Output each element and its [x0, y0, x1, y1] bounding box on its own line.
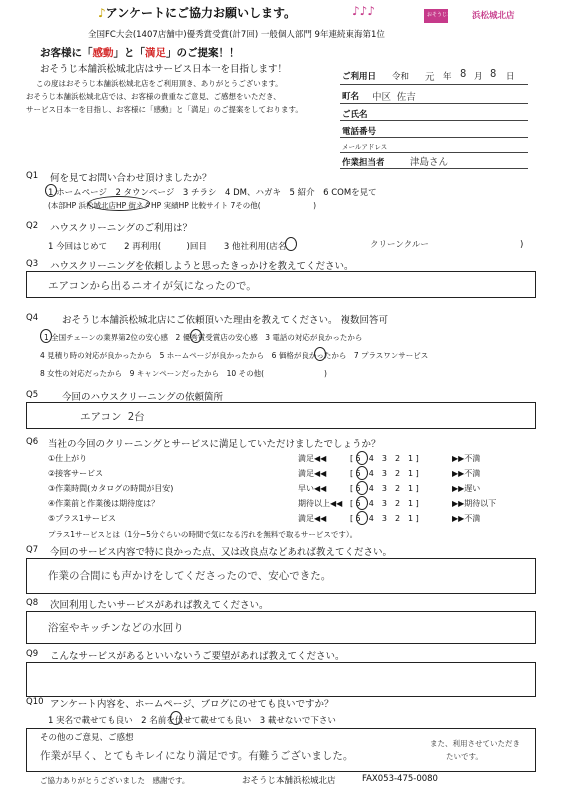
- q6-row-right: ▶▶期待以下: [452, 499, 497, 508]
- staff-label: 作業担当者: [342, 158, 385, 168]
- q6-question: 当社の今回のクリーニングとサービスに満足していただけましたでしょうか？: [48, 439, 381, 450]
- era: 令和: [392, 72, 410, 82]
- name-underline: [340, 120, 528, 121]
- phone-label: 電話番号: [342, 127, 377, 137]
- q6-row-left: 期待以上◀◀: [298, 499, 343, 508]
- q6-row-right: ▶▶遅い: [452, 484, 481, 493]
- q9-number: Q9: [26, 649, 39, 659]
- q4-answer-circle-2: [190, 329, 202, 343]
- q6-row-left: 満足◀◀: [298, 469, 327, 478]
- q6-row-label: ③作業時間(カタログの時間が目安): [48, 484, 174, 493]
- music-notes: ♪♪♪: [352, 4, 375, 18]
- phone-underline: [340, 137, 528, 138]
- town-value: 中区 佐吉: [372, 92, 416, 103]
- footer-fax: FAX053-475-0080: [362, 774, 438, 784]
- q8-number: Q8: [26, 598, 39, 608]
- q5-answer: エアコン 2台: [80, 411, 145, 423]
- q6-row-label: ④作業前と作業後は期待度は？: [48, 499, 160, 508]
- q3-answer: エアコンから出るニオイが気になったので。: [48, 280, 257, 292]
- q6-number: Q6: [26, 437, 39, 447]
- q6-row-scale: [ 5 4 3 2 1 ]: [350, 514, 419, 523]
- year-unit: 年: [443, 72, 452, 82]
- other-side-note-2: たいです。: [446, 752, 483, 761]
- q10-number: Q10: [26, 697, 44, 707]
- footer-store: おそうじ本舗浜松城北店: [242, 776, 336, 786]
- q3-question: ハウスクリーニングを依頼しようと思ったきっかけを教えてください。: [50, 261, 354, 272]
- q2-number: Q2: [26, 221, 39, 231]
- q5-number: Q5: [26, 390, 39, 400]
- q2-question: ハウスクリーニングのご利用は？: [50, 223, 193, 234]
- q3-number: Q3: [26, 259, 39, 269]
- intro-line-3: サービス日本一を目指し、お客様に「感動」と「満足」のご提案をしております。: [26, 105, 303, 114]
- name-label: ご氏名: [342, 110, 368, 120]
- q6-row-right: ▶▶不満: [452, 454, 481, 463]
- q4-options-line-2: 4 見積り時の対応が良かったから 5 ホームページが良かったから 6 価格が良かったから 7 プラスワンサービス: [40, 351, 429, 360]
- q4-options-line-1: 1 全国チェーンの業界第2位の安心感 2 優秀賞受賞店の安心感 3 電話の対応が良かったから: [44, 333, 363, 342]
- q9-answer-box: [26, 662, 536, 697]
- q6-row-left: 早い◀◀: [298, 484, 327, 493]
- q6-row-label: ⑤プラス1サービス: [48, 514, 117, 523]
- q6-row-scale: [ 5 4 3 2 1 ]: [350, 499, 419, 508]
- q2-close-paren: ): [520, 240, 524, 250]
- town-label: 町名: [342, 92, 360, 102]
- q10-options: 1 実名で載せても良い 2 名前を伏せて載せても良い 3 載せないで下さい: [48, 716, 336, 726]
- q1-number: Q1: [26, 171, 39, 181]
- date-label: ご利用日: [342, 72, 377, 82]
- q6-row-right: ▶▶不満: [452, 514, 481, 523]
- q1-sub-circle: [88, 196, 150, 211]
- q8-answer: 浴室やキッチンなどの水回り: [48, 622, 184, 634]
- q6-row-4: [48, 498, 518, 510]
- day-unit: 日: [506, 72, 515, 82]
- other-side-note-1: また、利用させていただき: [430, 739, 520, 748]
- q6-row-left: 満足◀◀: [298, 514, 327, 523]
- month-unit: 月: [474, 72, 483, 82]
- q8-question: 次回利用したいサービスがあれば教えてください。: [50, 600, 269, 611]
- q6-row-scale: [ 5 4 3 2 1 ]: [350, 484, 419, 493]
- q6-row-right: ▶▶不満: [452, 469, 481, 478]
- q5-question: 今回のハウスクリーニングの依頼箇所: [62, 392, 224, 403]
- staff-underline: [340, 168, 528, 169]
- date-underline: [340, 84, 528, 85]
- goal-text: おそうじ本舗浜松城北店はサービス日本一を目指します！: [40, 64, 288, 75]
- store-name: 浜松城北店: [472, 11, 515, 21]
- q1-options: 1 ホームページ 2 タウンページ 3 チラシ 4 DM、ハガキ 5 紹介 6 COMを見て: [48, 188, 377, 198]
- other-comments-label: その他のご意見、ご感想: [40, 733, 134, 743]
- q4-number: Q4: [26, 313, 39, 323]
- q4-answer-circle-1: [40, 329, 52, 343]
- q6-row-2: [48, 468, 518, 480]
- footer-thanks: ご協力ありがとうございました 感謝です。: [40, 776, 190, 785]
- q10-answer-circle: [170, 711, 182, 725]
- q6-row-5: [48, 513, 518, 525]
- award-text: 全国FC大会(1407店舗中)優秀賞受賞(計7回) 一般個人部門 9年連続東海第1位: [88, 30, 385, 40]
- q1-answer-circle: [45, 184, 57, 197]
- other-comments-answer: 作業が早く、とてもキレイになり満足です。有難うございました。: [40, 750, 354, 762]
- date-month: 8: [460, 68, 467, 80]
- proposal-heading: お客様に「感動」と「満足」のご提案！！: [40, 47, 240, 59]
- q2-answer-circle: [285, 237, 297, 251]
- mail-underline: [340, 152, 528, 153]
- logo-text: おそうじ本舗: [427, 12, 458, 18]
- q6-answer-circle-3: [356, 481, 368, 495]
- q7-number: Q7: [26, 545, 39, 555]
- q10-question: アンケート内容を、ホームページ、ブログにのせても良いですか？: [50, 699, 334, 710]
- q9-question: こんなサービスがあるといいないうご要望があれば教えてください。: [50, 651, 345, 662]
- q2-options: 1 今回はじめて 2 再利用( )回目 3 他社利用(店名: [48, 242, 287, 252]
- q6-answer-circle-1: [356, 451, 368, 465]
- form-title: ♪アンケートにご協力お願いします。: [98, 6, 296, 20]
- q7-answer: 作業の合間にも声かけをしてくださったので、安心できた。: [48, 570, 332, 582]
- q6-row-scale: [ 5 4 3 2 1 ]: [350, 454, 419, 463]
- date-year: 元: [425, 72, 435, 83]
- q6-row-label: ①仕上がり: [48, 454, 88, 463]
- q4-question: おそうじ本舗浜松城北店にご依頼頂いた理由を教えてください。 複数回答可: [62, 315, 389, 326]
- mail-label: メールアドレス: [342, 143, 388, 151]
- q6-row-1: [48, 453, 518, 465]
- q6-note: プラス1サービスとは（1分~5分ぐらいの時間で気になる汚れを無料で取るサービスです）。: [48, 530, 358, 539]
- q6-row-label: ②接客サービス: [48, 469, 104, 478]
- staff-value: 津島さん: [410, 157, 449, 168]
- q7-question: 今回のサービス内容で特に良かった点、又は改良点などあれば教えてください。: [50, 547, 393, 558]
- q2-other-store: クリーンクルー: [370, 240, 429, 250]
- q1-sub-options: (本部HP 浜松城北店HP 街ネタHP 実績HP 比較サイト 7その他( ): [48, 201, 317, 210]
- q6-row-scale: [ 5 4 3 2 1 ]: [350, 469, 419, 478]
- town-underline: [340, 103, 528, 104]
- date-day: 8: [490, 68, 497, 80]
- q4-options-line-3: 8 女性の対応だったから 9 キャンペーンだったから 10 その他( ): [40, 369, 327, 378]
- q6-row-3: [48, 483, 518, 495]
- q6-answer-circle-4: [356, 496, 368, 510]
- intro-line-2: おそうじ本舗浜松城北店では、お客様の貴重なご意見、ご感想をいただき、: [26, 92, 281, 101]
- intro-line-1: この度はおそうじ本舗浜松城北店をご利用頂き、ありがとうございます。: [36, 79, 283, 88]
- q6-row-left: 満足◀◀: [298, 454, 327, 463]
- q6-answer-circle-2: [356, 466, 368, 480]
- q6-answer-circle-5: [356, 511, 368, 525]
- q1-question: 何を見てお問い合わせ頂けましたか？: [50, 173, 212, 184]
- q4-answer-circle-6: [314, 347, 326, 361]
